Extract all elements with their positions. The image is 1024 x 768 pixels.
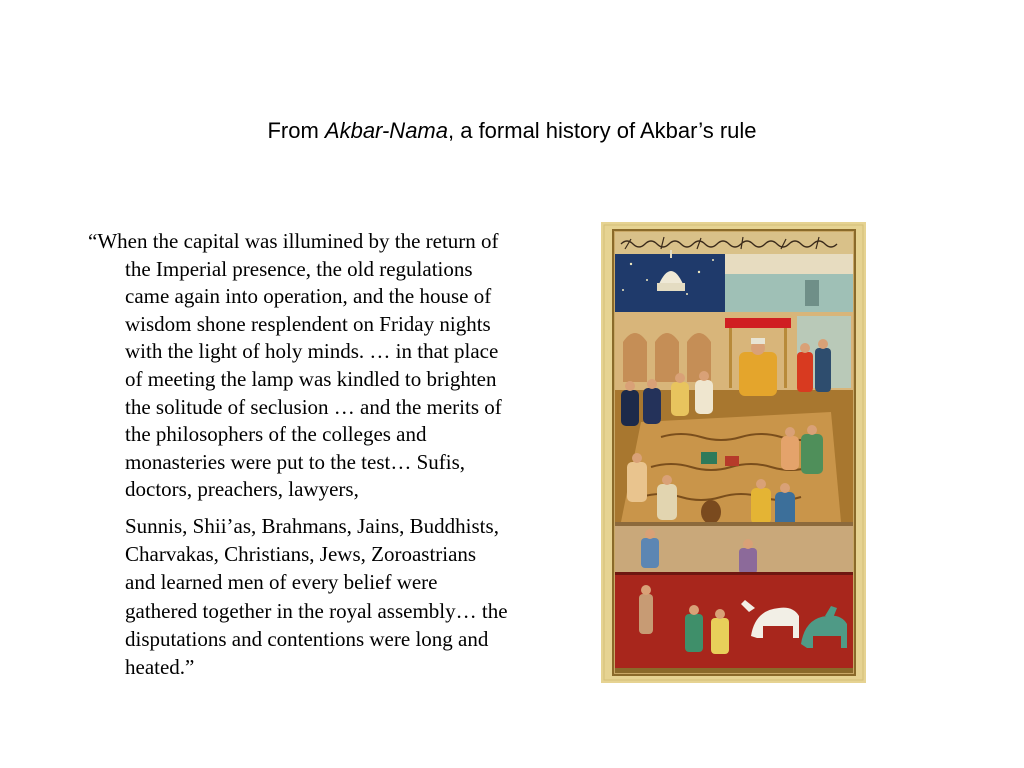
mughal-court-painting [601,222,866,683]
title-book-name: Akbar-Nama [324,118,448,143]
quote-paragraph-1: “When the capital was illumined by the return of the Imperial presence, the old regulations came again into operation, and the house of wisdom shone resplendent on Friday nights with the light of holy minds. … in that place of meeting the lamp was kindled to brighten the solitude of seclusion … and the merits of the philosophers of the colleges and monasteries were put to the test… Sufis, doctors, preachers, lawyers, [88,229,502,502]
quote-paragraph-2: Sunnis, Shii’as, Brahmans, Jains, Buddhists, Charvakas, Christians, Jews, Zoroastrians and learned men of every belief were gathered together in the royal assembly… the disputations and contentions were long and heated.” [125,513,508,679]
title-prefix: From [267,118,325,143]
slide-title [0,118,1024,144]
title-suffix: , a formal history of Akbar’s rule [448,118,757,143]
akbar-nama-quote [88,228,508,681]
